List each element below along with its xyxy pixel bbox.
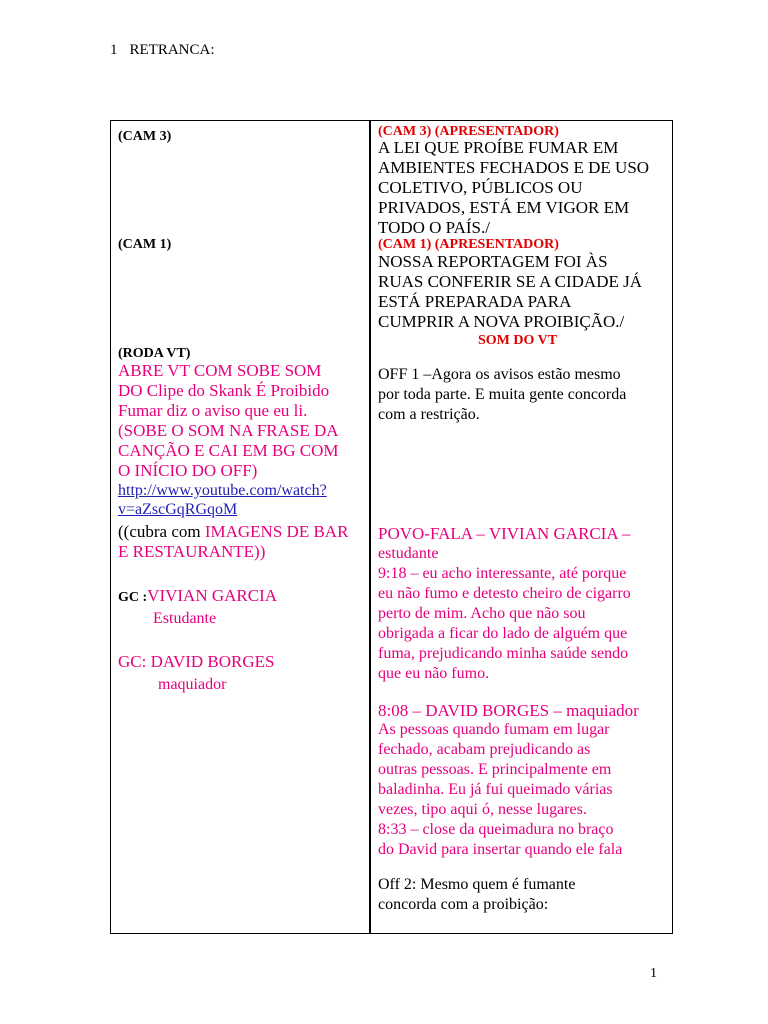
povo-line: fuma, prejudicando minha saúde sendo [378, 645, 629, 662]
column-divider [369, 121, 371, 933]
header-label: RETRANCA: [129, 42, 215, 58]
vt-line: (SOBE O SOM NA FRASE DA [118, 421, 339, 440]
vt-line: Fumar diz o aviso que eu li. [118, 401, 308, 420]
off1-line: OFF 1 –Agora os avisos estão mesmo [378, 366, 621, 383]
cam1-line: ESTÁ PREPARADA PARA [378, 292, 572, 311]
cam1-line: CUMPRIR A NOVA PROIBIÇÃO./ [378, 312, 625, 331]
page-header [110, 42, 215, 59]
off1-line: com a restrição. [378, 406, 480, 423]
gc2-line: GC: DAVID BORGES [118, 652, 275, 671]
povo-line: obrigada a ficar do lado de alguém que [378, 625, 628, 642]
left-roda-vt: (RODA VT) [118, 346, 191, 361]
cam1-line: RUAS CONFERIR SE A CIDADE JÁ [378, 272, 643, 291]
david-head: 8:08 – DAVID BORGES – maquiador [378, 701, 639, 720]
david-line: fechado, acabam prejudicando as [378, 741, 591, 758]
vt-line: ABRE VT COM SOBE SOM [118, 361, 322, 380]
povo-line: estudante [378, 545, 439, 562]
vt-line: CANÇÃO E CAI EM BG COM [118, 441, 339, 460]
vt-line: DO Clipe do Skank É Proibido [118, 381, 330, 400]
left-cam3: (CAM 3) [118, 129, 172, 144]
youtube-link[interactable]: v=aZscGqRGqoM [118, 501, 238, 518]
cam3-line: A LEI QUE PROÍBE FUMAR EM [378, 138, 619, 157]
cam3-line: TODO O PAÍS./ [378, 218, 490, 237]
right-cam1-head: (CAM 1) (APRESENTADOR) [378, 237, 559, 252]
david-line: vezes, tipo aqui ó, nesse lugares. [378, 801, 587, 818]
off2-line: concorda com a proibição: [378, 896, 549, 913]
youtube-link[interactable]: http://www.youtube.com/watch? [118, 482, 327, 499]
povo-head: POVO-FALA – VIVIAN GARCIA – [378, 524, 631, 543]
cam3-line: PRIVADOS, ESTÁ EM VIGOR EM [378, 198, 630, 217]
off1-line: por toda parte. E muita gente concorda [378, 386, 627, 403]
cubra-prefix: ((cubra com [118, 522, 205, 541]
cubra-line [118, 522, 348, 542]
script-table [110, 120, 673, 934]
david-line: baladinha. Eu já fui queimado várias [378, 781, 613, 798]
david-line: outras pessoas. E principalmente em [378, 761, 612, 778]
gc1-name: VIVIAN GARCIA [147, 586, 278, 605]
cam1-line: NOSSA REPORTAGEM FOI ÀS [378, 252, 608, 271]
povo-line: que eu não fumo. [378, 665, 490, 682]
gc2-role: maquiador [158, 676, 227, 693]
gc1-label: GC : [118, 590, 148, 605]
vt-line: O INÍCIO DO OFF) [118, 461, 258, 480]
david-line: 8:33 – close da queimadura no braço [378, 821, 614, 838]
cubra-images: IMAGENS DE BAR [204, 522, 349, 541]
som-do-vt: SOM DO VT [478, 333, 558, 348]
cubra-line-2: E RESTAURANTE)) [118, 542, 266, 561]
povo-line: eu não fumo e detesto cheiro de cigarro [378, 585, 631, 602]
gc1-line [118, 586, 277, 606]
povo-line: perto de mim. Acho que não sou [378, 605, 586, 622]
cam3-line: COLETIVO, PÚBLICOS OU [378, 178, 583, 197]
cam3-line: AMBIENTES FECHADOS E DE USO [378, 158, 650, 177]
david-line: do David para insertar quando ele fala [378, 841, 623, 858]
david-line: As pessoas quando fumam em lugar [378, 721, 610, 738]
header-number: 1 [110, 42, 118, 58]
off2-line: Off 2: Mesmo quem é fumante [378, 876, 576, 893]
gc1-role: Estudante [153, 610, 217, 627]
povo-line: 9:18 – eu acho interessante, até porque [378, 565, 627, 582]
left-cam1: (CAM 1) [118, 237, 172, 252]
right-cam3-head: (CAM 3) (APRESENTADOR) [378, 124, 559, 139]
page-number: 1 [650, 966, 657, 981]
